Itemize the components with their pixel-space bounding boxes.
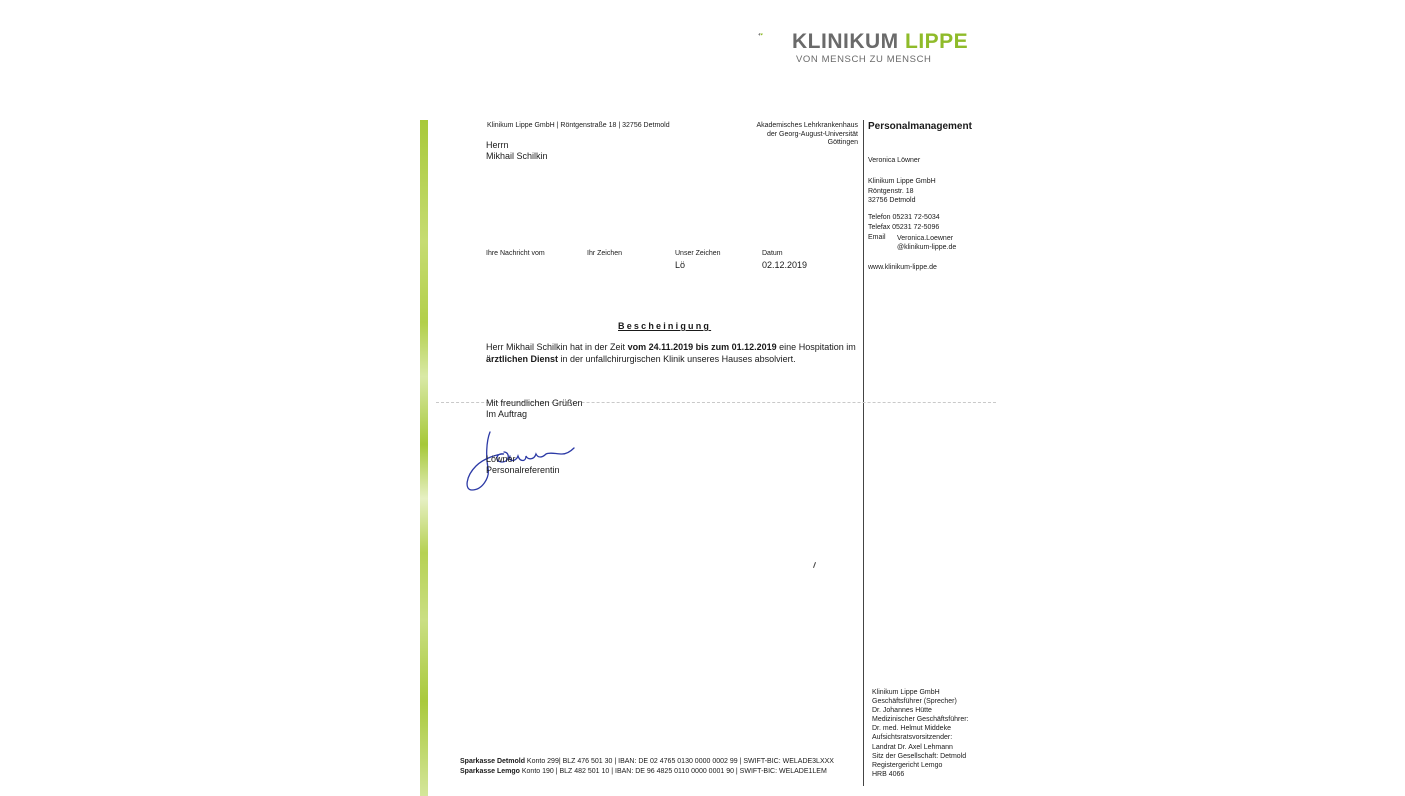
recipient-name: Mikhail Schilkin bbox=[486, 151, 548, 161]
sidebar-address bbox=[868, 177, 936, 206]
body-period: vom 24.11.2019 bis zum 01.12.2019 bbox=[627, 342, 777, 352]
sidebar-email bbox=[897, 234, 956, 252]
academic-line: Akademisches Lehrkrankenhaus bbox=[756, 122, 858, 129]
management-line: Dr. med. Helmut Middeke bbox=[872, 725, 951, 733]
body-text-1: Herr Mikhail Schilkin hat in der Zeit bbox=[486, 342, 628, 352]
klinikum-lippe-logo-icon bbox=[758, 26, 792, 46]
signer-role: Personalreferentin bbox=[486, 465, 560, 475]
sidebar-contact-name: Veronica Löwner bbox=[868, 157, 921, 164]
academic-note bbox=[700, 122, 858, 148]
recipient-salutation: Herrn bbox=[486, 140, 509, 150]
logo-wordmark bbox=[792, 30, 968, 54]
sidebar-divider bbox=[863, 120, 864, 786]
sidebar-fax: Telefax 05231 72-5096 bbox=[868, 224, 940, 231]
document-title: Bescheinigung bbox=[618, 321, 712, 331]
closing-line: Im Auftrag bbox=[486, 409, 528, 419]
signer-block bbox=[486, 454, 560, 476]
ref-label-your-message: Ihre Nachricht vom bbox=[486, 250, 545, 257]
body-text-2: eine Hospitation im bbox=[776, 342, 856, 352]
scan-mark bbox=[813, 562, 816, 568]
sidebar-phones bbox=[868, 213, 940, 233]
logo-tagline: VON MENSCH ZU MENSCH bbox=[796, 54, 932, 65]
management-line: Landrat Dr. Axel Lehmann bbox=[872, 743, 953, 751]
management-line: HRB 4066 bbox=[872, 770, 905, 778]
academic-line: Göttingen bbox=[827, 139, 858, 146]
bank-name: Sparkasse Lemgo bbox=[460, 767, 520, 775]
sidebar-address-line: Klinikum Lippe GmbH bbox=[868, 178, 936, 185]
green-margin-bar bbox=[420, 120, 428, 796]
ref-label-your-sign: Ihr Zeichen bbox=[587, 250, 623, 257]
bank-line bbox=[460, 767, 834, 777]
bank-details-text: Konto 190 | BLZ 482 501 10 | IBAN: DE 96 4825 0110 0000 0001 90 | SWIFT-BIC: WELADE1LEM bbox=[519, 767, 827, 775]
sidebar-address-line: 32756 Detmold bbox=[868, 197, 916, 204]
management-line: Geschäftsführer (Sprecher) bbox=[872, 698, 957, 706]
closing bbox=[486, 398, 583, 420]
ref-label-our-sign: Unser Zeichen bbox=[675, 250, 721, 257]
sidebar-email-line: Veronica.Loewner bbox=[897, 235, 954, 242]
sidebar-address-line: Röntgenstr. 18 bbox=[868, 187, 914, 195]
academic-line: der Georg-August-Universität bbox=[766, 130, 858, 138]
bank-details-text: Konto 299| BLZ 476 501 30 | IBAN: DE 02 4765 0130 0000 0002 99 | SWIFT-BIC: WELADE3LXXX bbox=[524, 758, 834, 765]
management-line: Dr. Johannes Hütte bbox=[872, 707, 932, 715]
logo-name-part1: KLINIKUM bbox=[792, 30, 899, 53]
management-line: Klinikum Lippe GmbH bbox=[872, 689, 940, 696]
management-line: Aufsichtsratsvorsitzender: bbox=[872, 734, 953, 742]
management-block bbox=[872, 688, 968, 779]
sidebar-email-line: @klinikum-lippe.de bbox=[897, 244, 957, 251]
sidebar-website: www.klinikum-lippe.de bbox=[868, 264, 937, 271]
ref-value-date: 02.12.2019 bbox=[762, 260, 808, 270]
management-line: Medizinischer Geschäftsführer: bbox=[872, 716, 969, 724]
body-text-3: in der unfallchirurgischen Klinik unseres Hauses absolviert. bbox=[558, 353, 796, 364]
recipient-address bbox=[486, 140, 548, 162]
sender-line: Klinikum Lippe GmbH | Röntgenstraße 18 | 32756 Detmold bbox=[487, 122, 670, 129]
logo-name-part2: LIPPE bbox=[905, 30, 969, 53]
management-line: Sitz der Gesellschaft: Detmold bbox=[872, 752, 967, 760]
management-line: Registergericht Lemgo bbox=[872, 761, 943, 769]
sidebar-phone: Telefon 05231 72-5034 bbox=[868, 214, 940, 221]
sidebar-email-label: Email bbox=[868, 234, 886, 241]
bank-name: Sparkasse Detmold bbox=[460, 758, 525, 765]
ref-label-date: Datum bbox=[762, 250, 783, 257]
certificate-body bbox=[486, 342, 858, 365]
sidebar-department: Personalmanagement bbox=[868, 121, 972, 132]
signer-name: Löwner bbox=[486, 454, 516, 464]
closing-line: Mit freundlichen Grüßen bbox=[486, 398, 583, 408]
bank-line bbox=[460, 757, 834, 767]
ref-value-our-sign: Lö bbox=[675, 260, 686, 270]
body-service: ärztlichen Dienst bbox=[486, 353, 559, 364]
bank-details bbox=[460, 757, 834, 776]
